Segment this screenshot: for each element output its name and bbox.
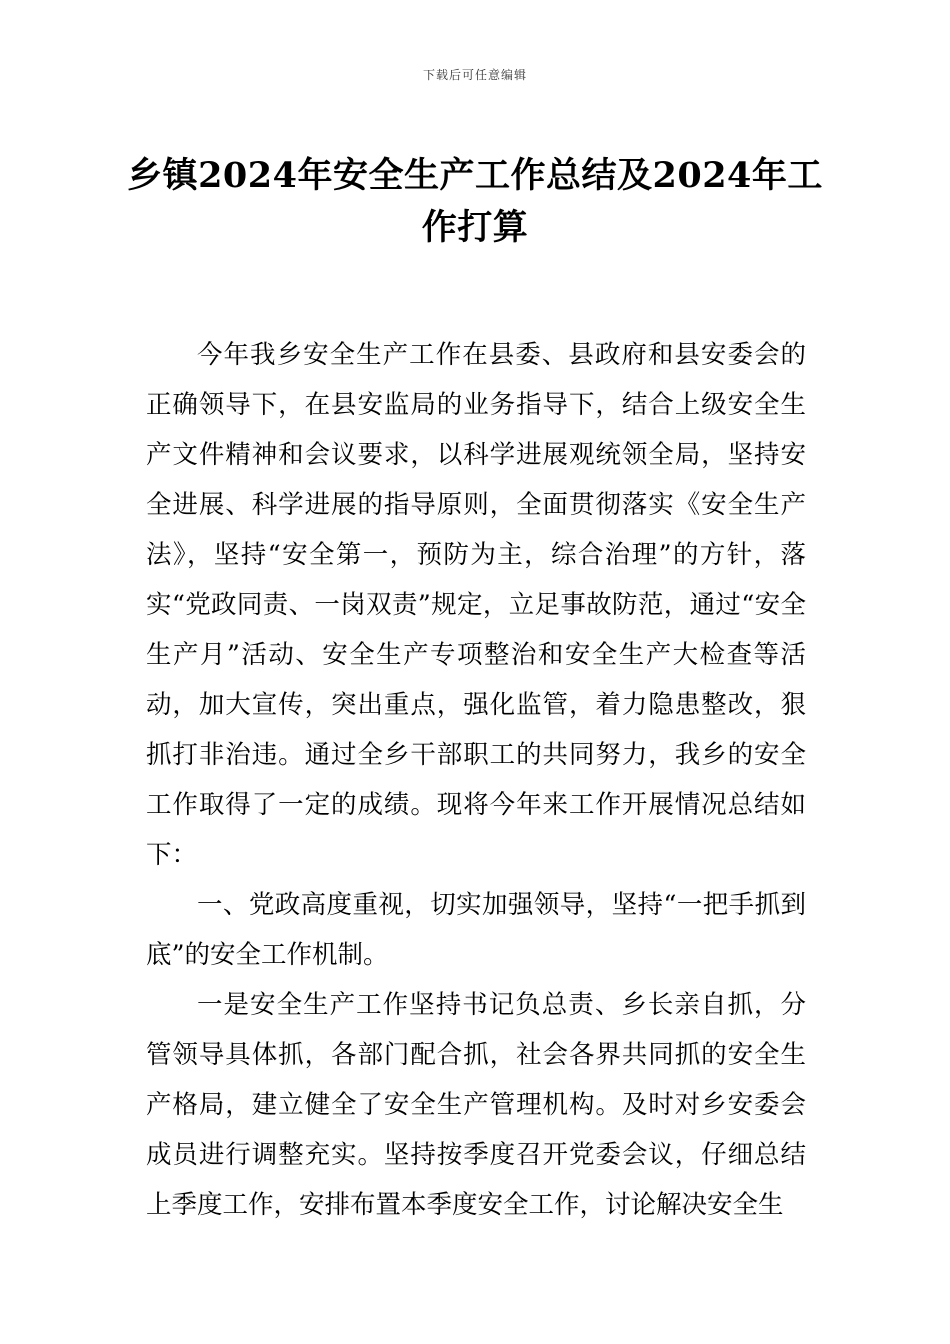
body-paragraph-point-one: 一是安全生产工作坚持书记负总责、乡长亲自抓，分管领导具体抓，各部门配合抓，社会各界共同抓的安全生产格局，建立健全了安全生产管理机构。及时对乡安委会成员进行调整充实。坚持按季度召开党委会议，仔细总结上季度工作，安排布置本季度安全工作，讨论解决安全生 bbox=[146, 990, 806, 1220]
document-body bbox=[146, 330, 806, 1230]
page-header-note: 下载后可任意编辑 bbox=[422, 68, 527, 82]
document-title: 乡镇2024年安全生产工作总结及2024年工作打算 bbox=[127, 155, 823, 248]
body-paragraph-intro: 今年我乡安全生产工作在县委、县政府和县安委会的正确领导下，在县安监局的业务指导下，结合上级安全生产文件精神和会议要求，以科学进展观统领全局，坚持安全进展、科学进展的指导原则，全面贯彻落实《安全生产法》，坚持“安全第一，预防为主，综合治理”的方针，落实“党政同责、一岗双责”规定，立足事故防范，通过“安全生产月”活动、安全生产专项整治和安全生产大检查等活动，加大宣传，突出重点，强化监管，着力隐患整改，狠抓打非治违。通过全乡干部职工的共同努力，我乡的安全工作取得了一定的成绩。现将今年来工作开展情况总结如下： bbox=[146, 340, 806, 870]
body-paragraph-section-heading: 一、党政高度重视，切实加强领导，坚持“一把手抓到底”的安全工作机制。 bbox=[146, 890, 806, 970]
